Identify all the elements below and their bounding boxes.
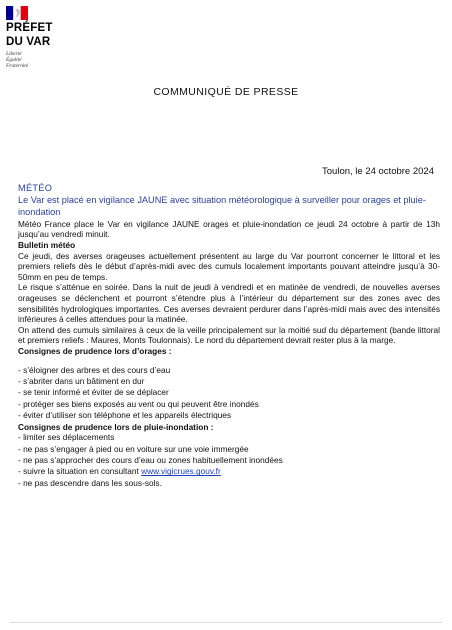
- pluie-list: [18, 432, 440, 489]
- marianne-flag-icon: [6, 6, 28, 20]
- devise-fraternite: Fraternité: [6, 63, 29, 69]
- list-item: - ne pas s’approcher des cours d’eau ou zones habituellement inondées: [18, 454, 283, 465]
- document-date: Toulon, le 24 octobre 2024: [322, 166, 434, 177]
- alert-title: Le Var est placé en vigilance JAUNE avec situation météorologique à surveiller pour orages et pluie-inondation: [18, 195, 426, 218]
- bulletin-paragraph-2: Le risque s’atténue en soirée. Dans la nuit de jeudi à vendredi et en matinée de vendredi, de nouvelles averses orageuses se déclenchent et pourront s’étendre plus à l’intérieur du département sur des zones avec des sensibilités hydrologiques importantes. Ces averses devraient perdurer dans l’après-midi mais avec des intensités inférieures à celles attendues pour la matinée.: [18, 282, 440, 325]
- list-item: - protéger ses biens exposés au vent ou qui peuvent être inondés: [18, 398, 259, 409]
- bulletin-heading: Bulletin météo: [18, 240, 76, 250]
- list-item: - se tenir informé et éviter de se déplacer: [18, 387, 169, 398]
- prefecture-logo: [6, 6, 66, 69]
- list-item: - s’éloigner des arbres et des cours d’eau: [18, 364, 171, 375]
- list-item: - ne pas s’engager à pied ou en voiture sur une voie immergée: [18, 443, 249, 454]
- document-body: [18, 183, 440, 489]
- logo-line-du-var: DU VAR: [6, 36, 51, 48]
- pluie-heading: Consignes de prudence lors de pluie-inondation :: [18, 421, 214, 432]
- devise-liberte: Liberté: [6, 51, 22, 57]
- footer-divider: [10, 622, 442, 623]
- list-item: - ne pas descendre dans les sous-sols.: [18, 477, 162, 488]
- document-title: COMMUNIQUÉ DE PRESSE: [153, 86, 299, 98]
- orages-list: [18, 365, 440, 422]
- follow-prefix: - suivre la situation en consultant: [18, 466, 142, 477]
- orages-heading: Consignes de prudence lors d’orages :: [18, 345, 172, 356]
- intro-paragraph: Météo France place le Var en vigilance JAUNE orages et pluie-inondation ce jeudi 24 octobre à partir de 13h jusqu’au vendredi minuit.: [18, 218, 440, 240]
- list-item-vigicrues: [18, 466, 440, 477]
- devise-egalite: Égalité: [6, 57, 22, 63]
- list-item: - éviter d’utiliser son téléphone et les appareils électriques: [18, 410, 232, 421]
- bulletin-paragraph-3: On attend des cumuls similaires à ceux de la veille principalement sur la moitié sud du département (bande littoral et premiers reliefs : Maures, Monts Toulonnais). Le nord du département devrait rester plus à la marge.: [18, 324, 440, 346]
- list-item: - s’abriter dans un bâtiment en dur: [18, 375, 145, 386]
- section-label: MÉTÉO: [18, 183, 53, 193]
- vigicrues-link[interactable]: www.vigicrues.gouv.fr: [141, 466, 221, 477]
- devise-text: [6, 51, 66, 69]
- logo-line-prefet: PRÉFET: [6, 22, 53, 34]
- bulletin-paragraph-1: Ce jeudi, des averses orageuses actuellement présentent au large du Var pourront concerner le littoral et les premiers reliefs dès le début d’après-midi avec des cumuls localement importants pouvant atteindre jusqu’à 30-50mm en peu de temps.: [18, 250, 440, 282]
- list-item: - limiter ses déplacements: [18, 432, 115, 443]
